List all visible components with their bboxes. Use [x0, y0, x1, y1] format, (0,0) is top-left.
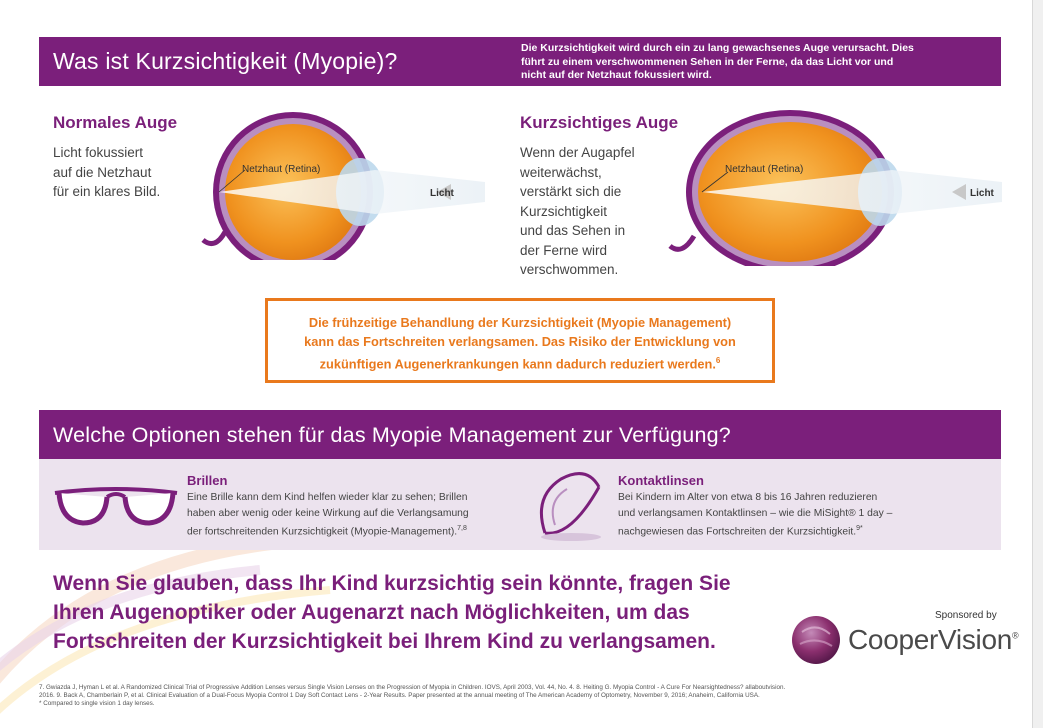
page-title: Was ist Kurzsichtigkeit (Myopie)? — [53, 48, 398, 74]
contact-lens-icon — [531, 467, 611, 543]
normal-eye-light-label: Licht — [430, 188, 454, 199]
cta-line: Ihren Augenoptiker oder Augenarzt nach Möglichkeiten, um das — [53, 601, 690, 624]
text-line: Licht fokussiert — [53, 145, 144, 160]
text-line: und verlangsamen Kontaktlinsen – wie die MiSight® 1 day – — [618, 507, 893, 519]
contacts-description — [618, 490, 892, 540]
myopic-eye-heading: Kurzsichtiges Auge — [520, 113, 679, 132]
text-line: und das Sehen in — [520, 223, 626, 238]
myopic-eye-illustration — [662, 96, 1002, 266]
options-banner — [39, 410, 1001, 459]
banner-description: Die Kurzsichtigkeit wird durch ein zu lang gewachsenes Auge verursacht. Dies führt zu einem verschwommenen Sehen in der Ferne, da das Licht vor und nicht auf der Netzhaut fokussiert wird. — [521, 42, 914, 81]
text-line: für ein klares Bild. — [53, 184, 161, 199]
myopia-management-callout — [265, 298, 775, 383]
options-panel — [39, 459, 1001, 550]
footnote-line: * Compared to single vision 1 day lenses. — [39, 700, 155, 707]
callout-line — [268, 351, 772, 373]
normal-eye-illustration — [185, 100, 485, 260]
text-line: der Ferne wird — [520, 242, 608, 258]
text-line: verstärkt sich die — [520, 184, 622, 199]
text-line-content: der fortschreitenden Kurzsichtigkeit (Myopie-Management). — [187, 526, 458, 538]
brand-name: CooperVision — [848, 624, 1012, 655]
footnote-ref: 7,8 — [457, 525, 467, 532]
callout-line-text: zukünftigen Augenerkrankungen kann dadurch reduziert werden. — [319, 356, 716, 372]
footnote-ref: 6 — [715, 356, 721, 365]
coopervision-logo-icon — [790, 614, 842, 666]
registered-mark: ® — [1012, 630, 1019, 641]
text-line: Eine Brille kann dem Kind helfen wieder klar zu sehen; Brillen — [187, 492, 468, 503]
text-line: haben aber wenig oder keine Wirkung auf die Verlangsamung — [187, 507, 469, 519]
options-title: Welche Optionen stehen für das Myopie Management zur Verfügung? — [53, 423, 731, 447]
callout-line: Die frühzeitige Behandlung der Kurzsichtigkeit (Myopie Management) — [308, 315, 732, 330]
normal-eye-heading: Normales Auge — [53, 113, 178, 132]
normal-eye-description — [53, 143, 160, 202]
text-line: Kurzsichtigkeit — [520, 203, 608, 219]
text-line: Bei Kindern im Alter von etwa 8 bis 16 Jahren reduzieren — [618, 492, 878, 503]
contacts-title: Kontaktlinsen — [618, 473, 704, 488]
coopervision-brand — [848, 624, 1018, 656]
text-line — [618, 521, 892, 540]
myopic-eye-light-label: Licht — [970, 188, 994, 199]
text-line: verschwommen. — [520, 262, 619, 277]
glasses-title: Brillen — [187, 473, 228, 488]
footnote-ref: 9* — [856, 525, 863, 532]
text-line-content: nachgewiesen das Fortschreiten der Kurzsichtigkeit. — [618, 526, 857, 538]
call-to-action — [53, 569, 731, 656]
myopic-eye-retina-label: Netzhaut (Retina) — [725, 164, 804, 175]
top-banner — [39, 37, 1001, 86]
callout-line: kann das Fortschreiten verlangsamen. Das Risiko der Entwicklung von — [304, 334, 736, 349]
page-edge-strip — [1032, 0, 1043, 728]
cta-line: Wenn Sie glauben, dass Ihr Kind kurzsichtig sein könnte, fragen Sie — [53, 572, 731, 595]
text-line: auf die Netzhaut — [53, 164, 152, 180]
cta-line: Fortschreiten der Kurzsichtigkeit bei Ihrem Kind zu verlangsamen. — [53, 630, 716, 653]
footnotes — [39, 684, 999, 708]
glasses-icon — [51, 481, 181, 531]
myopic-eye-description — [520, 143, 635, 280]
glasses-description — [187, 490, 469, 540]
text-line: Wenn der Augapfel — [520, 145, 635, 160]
text-line: weiterwächst, — [520, 164, 602, 180]
sponsor-label: Sponsored by — [935, 610, 997, 621]
text-line — [187, 521, 469, 540]
footnote-line: 7. Gwiazda J, Hyman L et al. A Randomized Clinical Trial of Progressive Addition Lenses versus Single Vision Lenses on the Progression of Myopia in Children. IOVS, April 2003, Vol. 44, No. 4. 8. Heiting G. Myopia Control - A Cure For Nearsightedness? allaboutvision. — [39, 684, 786, 691]
footnote-line: 2016. 9. Back A, Chamberlain P, et al. Clinical Evaluation of a Dual-Focus Myopia Control 1 Day Soft Contact Lens - 2-Year Results. Paper presented at the annual meeting of The American Academy of Optometry, November 9, 2016; Anaheim, California USA. — [39, 692, 760, 699]
normal-eye-retina-label: Netzhaut (Retina) — [242, 164, 321, 175]
